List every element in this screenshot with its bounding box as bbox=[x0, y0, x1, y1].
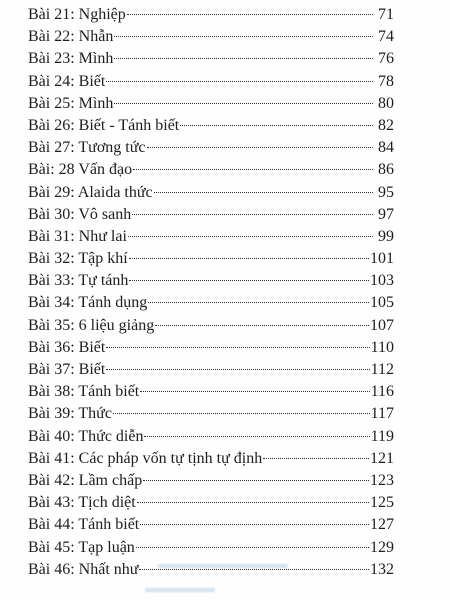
dot-leader bbox=[148, 302, 369, 303]
toc-entry bbox=[28, 226, 394, 248]
dot-leader bbox=[180, 125, 373, 126]
toc-entry-page: 121 bbox=[370, 449, 394, 467]
toc-entry-title: Bài 27: Tương tức bbox=[28, 139, 146, 157]
toc-entry-title: Bài 23: Mình bbox=[28, 50, 114, 68]
toc-entry-title: Bài 42: Lầm chấp bbox=[28, 471, 143, 489]
toc-entry-title: Bài: 28 Vấn đạo bbox=[28, 161, 133, 179]
dot-leader bbox=[114, 103, 373, 104]
toc-entry bbox=[28, 359, 394, 381]
toc-entry-page: 125 bbox=[370, 494, 394, 512]
dot-leader bbox=[133, 169, 373, 170]
dot-leader bbox=[129, 280, 369, 281]
toc-entry bbox=[28, 292, 394, 314]
toc-entry-page: 112 bbox=[370, 361, 394, 378]
toc-entry bbox=[28, 71, 394, 93]
toc-entry-title: Bài 33: Tự tánh bbox=[28, 272, 129, 290]
toc-entry-page: 105 bbox=[370, 294, 394, 312]
toc-entry bbox=[28, 159, 394, 181]
toc-entry-page: 82 bbox=[378, 116, 394, 134]
toc-entry-title: Bài 40: Thức diễn bbox=[28, 427, 144, 445]
toc-entry-title: Bài 45: Tạp luận bbox=[28, 538, 135, 556]
toc-entry-page: 71 bbox=[378, 6, 394, 23]
dot-leader bbox=[154, 192, 373, 193]
toc-entry bbox=[28, 403, 394, 425]
toc-entry bbox=[28, 248, 394, 270]
scan-smudge bbox=[158, 564, 288, 568]
toc-entry-title: Bài 43: Tịch diệt bbox=[28, 494, 136, 512]
toc-entry-page: 123 bbox=[370, 471, 394, 489]
toc-entry-title: Bài 21: Nghiệp bbox=[28, 6, 126, 23]
dot-leader bbox=[263, 458, 369, 459]
toc-entry bbox=[28, 48, 394, 70]
toc-entry bbox=[28, 537, 394, 559]
toc-entry bbox=[28, 470, 394, 492]
toc-entry-page: 76 bbox=[378, 50, 394, 68]
toc-entry-page: 119 bbox=[370, 427, 394, 445]
dot-leader bbox=[114, 58, 373, 59]
toc-entry bbox=[28, 115, 394, 137]
toc-entry-page: 99 bbox=[378, 227, 394, 245]
dot-leader bbox=[144, 436, 369, 437]
toc-entry-page: 78 bbox=[378, 72, 394, 90]
toc-entry-page: 117 bbox=[370, 405, 394, 423]
toc-entry bbox=[28, 204, 394, 226]
dot-leader bbox=[129, 258, 369, 259]
toc-entry-title: Bài 26: Biết - Tánh biết bbox=[28, 116, 180, 134]
toc-entry-page: 86 bbox=[378, 161, 394, 179]
toc-entry-title: Bài 35: 6 liệu giảng bbox=[28, 316, 155, 334]
toc-entry bbox=[28, 448, 394, 470]
toc-entry bbox=[28, 137, 394, 159]
toc-entry bbox=[28, 182, 394, 204]
toc-entry-title: Bài 34: Tánh dụng bbox=[28, 294, 148, 312]
dot-leader bbox=[143, 480, 369, 481]
toc-entry-page: 74 bbox=[378, 28, 394, 46]
toc-entry-title: Bài 38: Tánh biết bbox=[28, 383, 140, 401]
toc-entry-page: 84 bbox=[378, 139, 394, 157]
dot-leader bbox=[140, 391, 369, 392]
dot-leader bbox=[114, 36, 373, 37]
toc-entry bbox=[28, 337, 394, 359]
dot-leader bbox=[147, 147, 374, 148]
toc-entry-title: Bài 41: Các pháp vốn tự tịnh tự định bbox=[28, 449, 263, 467]
toc-entry-page: 80 bbox=[378, 94, 394, 112]
dot-leader bbox=[127, 14, 373, 15]
toc-entry-title: Bài 46: Nhất như bbox=[28, 560, 139, 578]
dot-leader bbox=[106, 81, 373, 82]
toc-entry bbox=[28, 270, 394, 292]
scan-smudge bbox=[145, 588, 215, 592]
toc-entry-page: 107 bbox=[370, 316, 394, 334]
toc-entry-page: 103 bbox=[370, 272, 394, 290]
table-of-contents bbox=[28, 4, 394, 581]
toc-entry bbox=[28, 315, 394, 337]
dot-leader bbox=[140, 524, 369, 525]
toc-entry-page: 95 bbox=[378, 183, 394, 201]
toc-entry bbox=[28, 93, 394, 115]
dot-leader bbox=[128, 236, 373, 237]
toc-entry-title: Bài 37: Biết bbox=[28, 361, 106, 378]
toc-entry-title: Bài 29: Alaida thức bbox=[28, 183, 153, 201]
dot-leader bbox=[136, 547, 369, 548]
toc-entry-title: Bài 36: Biết bbox=[28, 338, 106, 356]
toc-entry bbox=[28, 4, 394, 26]
toc-entry-title: Bài 24: Biết bbox=[28, 72, 106, 90]
toc-entry bbox=[28, 492, 394, 514]
toc-entry-title: Bài 22: Nhẫn bbox=[28, 28, 114, 46]
toc-entry bbox=[28, 426, 394, 448]
toc-entry bbox=[28, 381, 394, 403]
toc-entry-page: 101 bbox=[370, 250, 394, 268]
toc-entry-page: 116 bbox=[370, 383, 394, 401]
toc-entry-title: Bài 39: Thức bbox=[28, 405, 112, 423]
toc-entry-title: Bài 30: Vô sanh bbox=[28, 205, 132, 223]
toc-entry bbox=[28, 559, 394, 581]
dot-leader bbox=[106, 347, 369, 348]
toc-entry-page: 110 bbox=[370, 338, 394, 356]
dot-leader bbox=[155, 325, 369, 326]
toc-entry-page: 97 bbox=[378, 205, 394, 223]
dot-leader bbox=[137, 502, 369, 503]
toc-entry-title: Bài 31: Như lai bbox=[28, 227, 127, 245]
toc-entry-page: 129 bbox=[370, 538, 394, 556]
toc-entry bbox=[28, 514, 394, 536]
toc-entry-title: Bài 44: Tánh biết bbox=[28, 516, 140, 534]
dot-leader bbox=[106, 369, 369, 370]
toc-entry-page: 132 bbox=[370, 560, 394, 578]
toc-entry-title: Bài 32: Tập khí bbox=[28, 250, 128, 268]
toc-entry-page: 127 bbox=[370, 516, 394, 534]
toc-entry-title: Bài 25: Mình bbox=[28, 94, 114, 112]
dot-leader bbox=[132, 214, 373, 215]
dot-leader bbox=[139, 569, 369, 570]
dot-leader bbox=[113, 413, 370, 414]
toc-entry bbox=[28, 26, 394, 48]
